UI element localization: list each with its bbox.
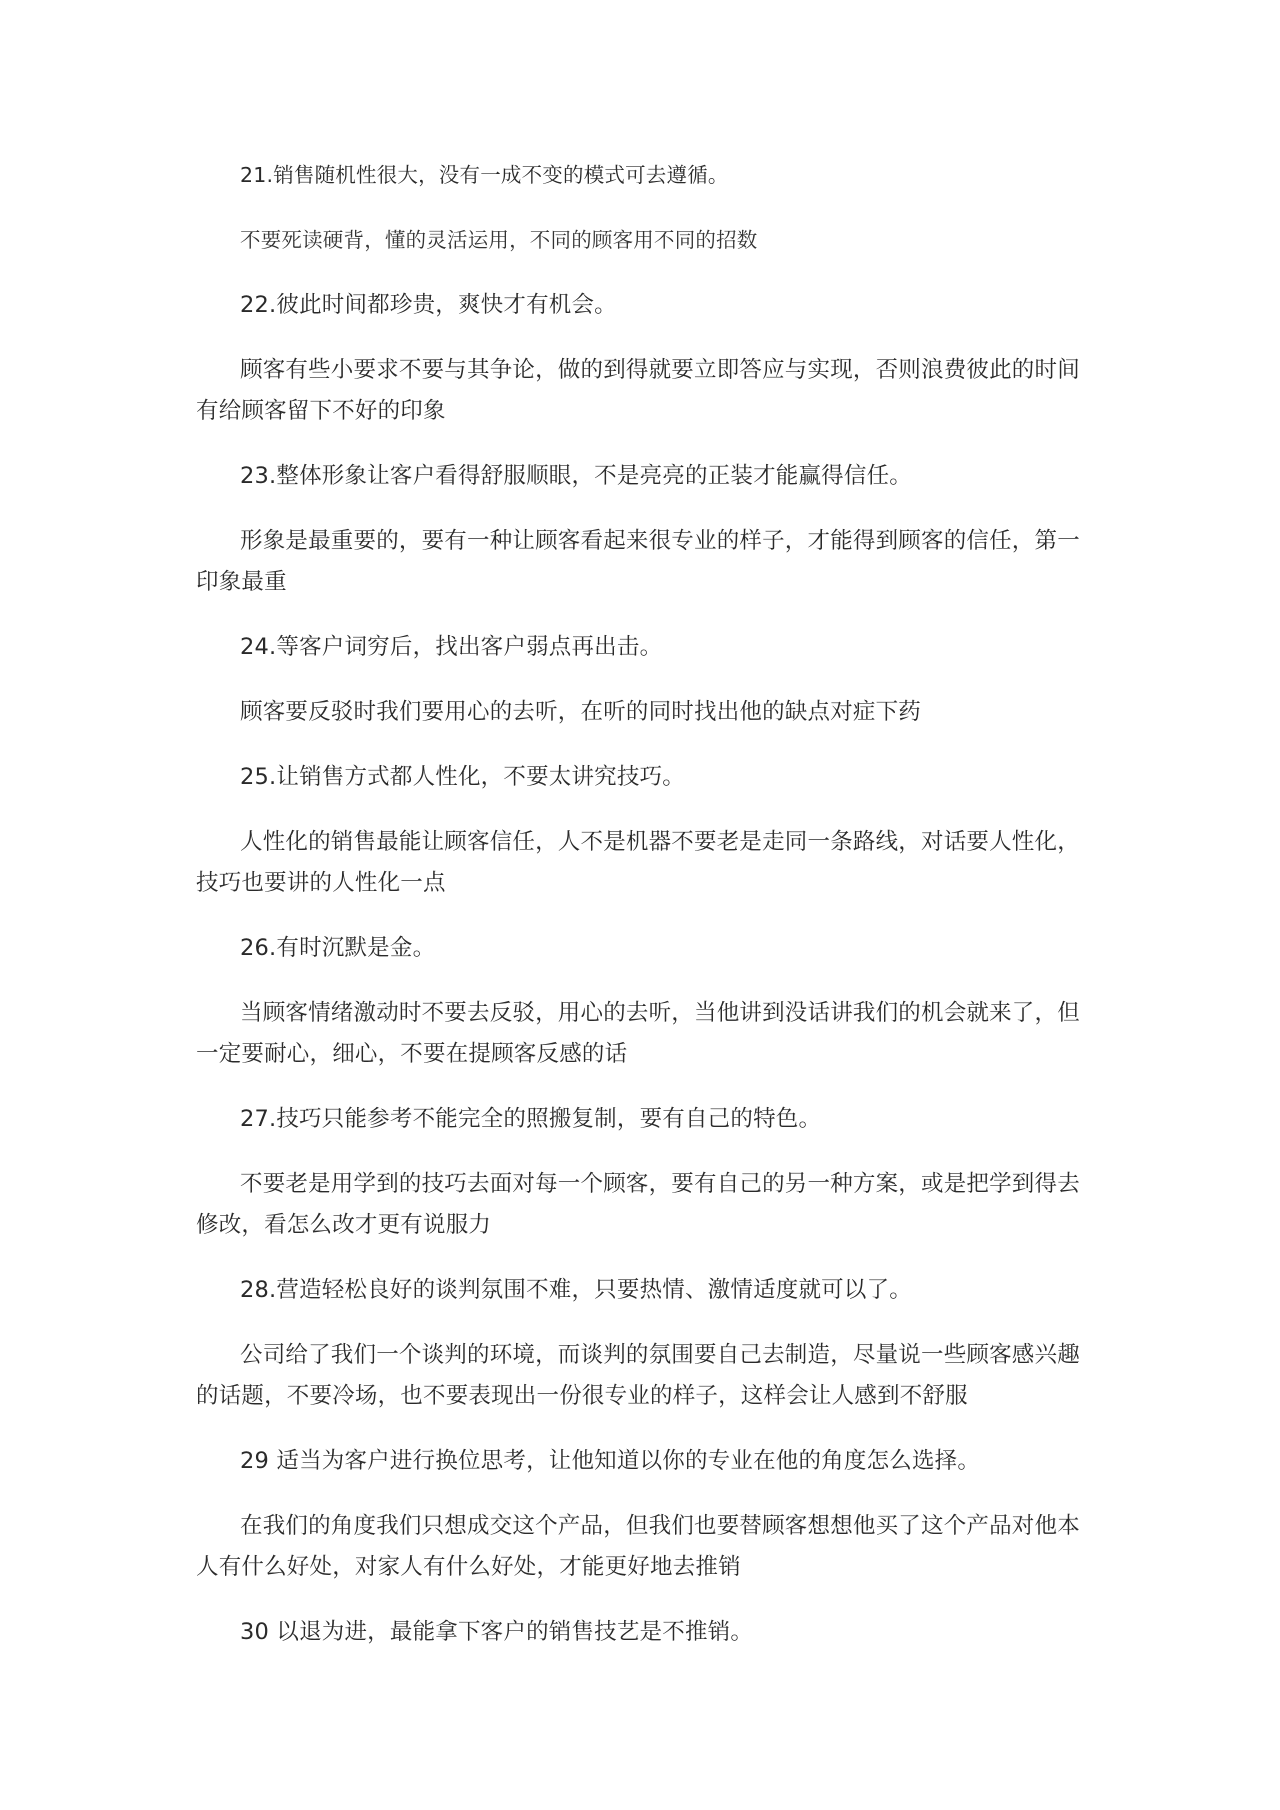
- paragraph-detail-28: 公司给了我们一个谈判的环境，而谈判的氛围要自己去制造，尽量说一些顾客感兴趣的话题，不要冷场，也不要表现出一份很专业的样子，这样会让人感到不舒服: [196, 1342, 1080, 1409]
- paragraph-detail-27: 不要老是用学到的技巧去面对每一个顾客，要有自己的另一种方案，或是把学到得去修改，看怎么改才更有说服力: [196, 1171, 1080, 1238]
- paragraph-heading-26: 26.有时沉默是金。: [240, 935, 436, 961]
- paragraph-detail-22: 顾客有些小要求不要与其争论，做的到得就要立即答应与实现，否则浪费彼此的时间有给顾客留下不好的印象: [196, 357, 1080, 424]
- paragraph-heading-30: 30 以退为进，最能拿下客户的销售技艺是不推销。: [240, 1619, 754, 1645]
- paragraph-detail-25: 人性化的销售最能让顾客信任，人不是机器不要老是走同一条路线，对话要人性化，技巧也要讲的人性化一点: [196, 829, 1080, 896]
- document-body: [196, 155, 1096, 1677]
- paragraph-heading-24: 24.等客户词穷后，找出客户弱点再出击。: [240, 634, 663, 660]
- paragraph-heading-21: 21.销售随机性很大，没有一成不变的模式可去遵循。: [240, 163, 729, 187]
- paragraph-heading-29: 29 适当为客户进行换位思考，让他知道以你的专业在他的角度怎么选择。: [240, 1448, 981, 1474]
- paragraph-detail-23: 形象是最重要的，要有一种让顾客看起来很专业的样子，才能得到顾客的信任，第一印象最重: [196, 528, 1080, 595]
- paragraph-detail-21: 不要死读硬背，懂的灵活运用，不同的顾客用不同的招数: [240, 228, 758, 252]
- paragraph-heading-28: 28.营造轻松良好的谈判氛围不难，只要热情、激情适度就可以了。: [240, 1277, 912, 1303]
- paragraph-heading-22: 22.彼此时间都珍贵，爽快才有机会。: [240, 292, 617, 318]
- paragraph-heading-25: 25.让销售方式都人性化，不要太讲究技巧。: [240, 764, 685, 790]
- paragraph-detail-24: 顾客要反驳时我们要用心的去听，在听的同时找出他的缺点对症下药: [240, 699, 922, 725]
- paragraph-heading-27: 27.技巧只能参考不能完全的照搬复制，要有自己的特色。: [240, 1106, 822, 1132]
- paragraph-heading-23: 23.整体形象让客户看得舒服顺眼，不是亮亮的正装才能赢得信任。: [240, 463, 912, 489]
- paragraph-detail-29: 在我们的角度我们只想成交这个产品，但我们也要替顾客想想他买了这个产品对他本人有什么好处，对家人有什么好处，才能更好地去推销: [196, 1513, 1080, 1580]
- paragraph-detail-26: 当顾客情绪激动时不要去反驳，用心的去听，当他讲到没话讲我们的机会就来了，但一定要耐心，细心，不要在提顾客反感的话: [196, 1000, 1080, 1067]
